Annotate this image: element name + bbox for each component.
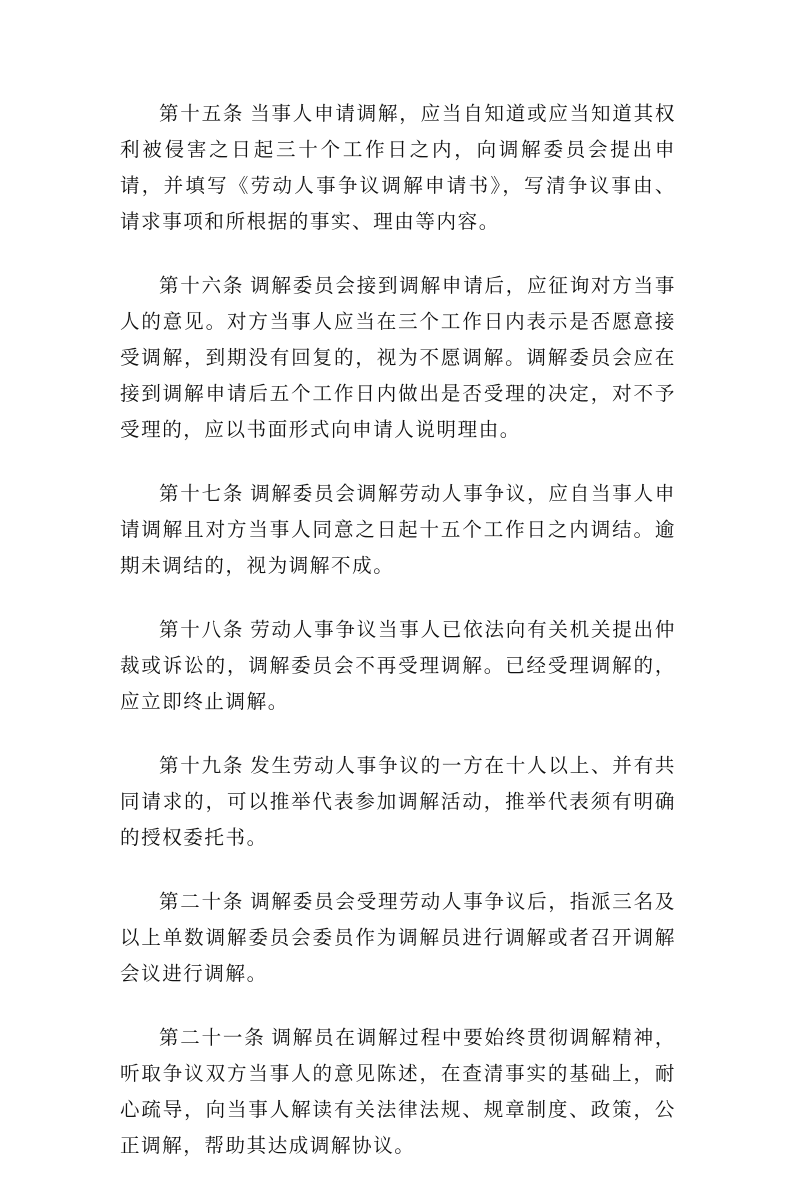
article-text: 调解委员会调解劳动人事争议，应自当事人申请调解且对方当事人同意之日起十五个工作日之内调结。逾期未调结的，视为调解不成。 bbox=[120, 482, 676, 577]
article-number: 第二十一条 bbox=[159, 1026, 266, 1049]
article-18 bbox=[120, 612, 676, 720]
article-text: 调解委员会接到调解申请后，应征询对方当事人的意见。对方当事人应当在三个工作日内表示是否愿意接受调解，到期没有回复的，视为不愿调解。调解委员会应在接到调解申请后五个工作日内做出是否受理的决定，对不予受理的，应以书面形式向申请人说明理由。 bbox=[120, 274, 676, 441]
article-text: 当事人申请调解，应当自知道或应当知道其权利被侵害之日起三十个工作日之内，向调解委员会提出申请，并填写《劳动人事争议调解申请书》，写清争议事由、请求事项和所根据的事实、理由等内容。 bbox=[120, 102, 676, 233]
article-16 bbox=[120, 268, 676, 448]
article-text: 调解委员会受理劳动人事争议后，指派三名及以上单数调解委员会委员作为调解员进行调解或者召开调解会议进行调解。 bbox=[120, 890, 676, 985]
article-number: 第十九条 bbox=[159, 754, 245, 777]
article-15 bbox=[120, 96, 676, 240]
article-text: 发生劳动人事争议的一方在十人以上、并有共同请求的，可以推举代表参加调解活动，推举代表须有明确的授权委托书。 bbox=[120, 754, 676, 849]
document-body bbox=[120, 96, 676, 1192]
article-text: 调解员在调解过程中要始终贯彻调解精神，听取争议双方当事人的意见陈述，在查清事实的基础上，耐心疏导，向当事人解读有关法律法规、规章制度、政策，公正调解，帮助其达成调解协议。 bbox=[120, 1026, 676, 1157]
article-text: 劳动人事争议当事人已依法向有关机关提出仲裁或诉讼的，调解委员会不再受理调解。已经受理调解的，应立即终止调解。 bbox=[120, 618, 676, 713]
article-number: 第十七条 bbox=[159, 482, 245, 505]
article-19 bbox=[120, 748, 676, 856]
article-number: 第十五条 bbox=[159, 102, 245, 125]
article-21 bbox=[120, 1020, 676, 1164]
article-number: 第十六条 bbox=[159, 274, 245, 297]
article-20 bbox=[120, 884, 676, 992]
article-number: 第二十条 bbox=[159, 890, 245, 913]
article-17 bbox=[120, 476, 676, 584]
article-number: 第十八条 bbox=[159, 618, 245, 641]
